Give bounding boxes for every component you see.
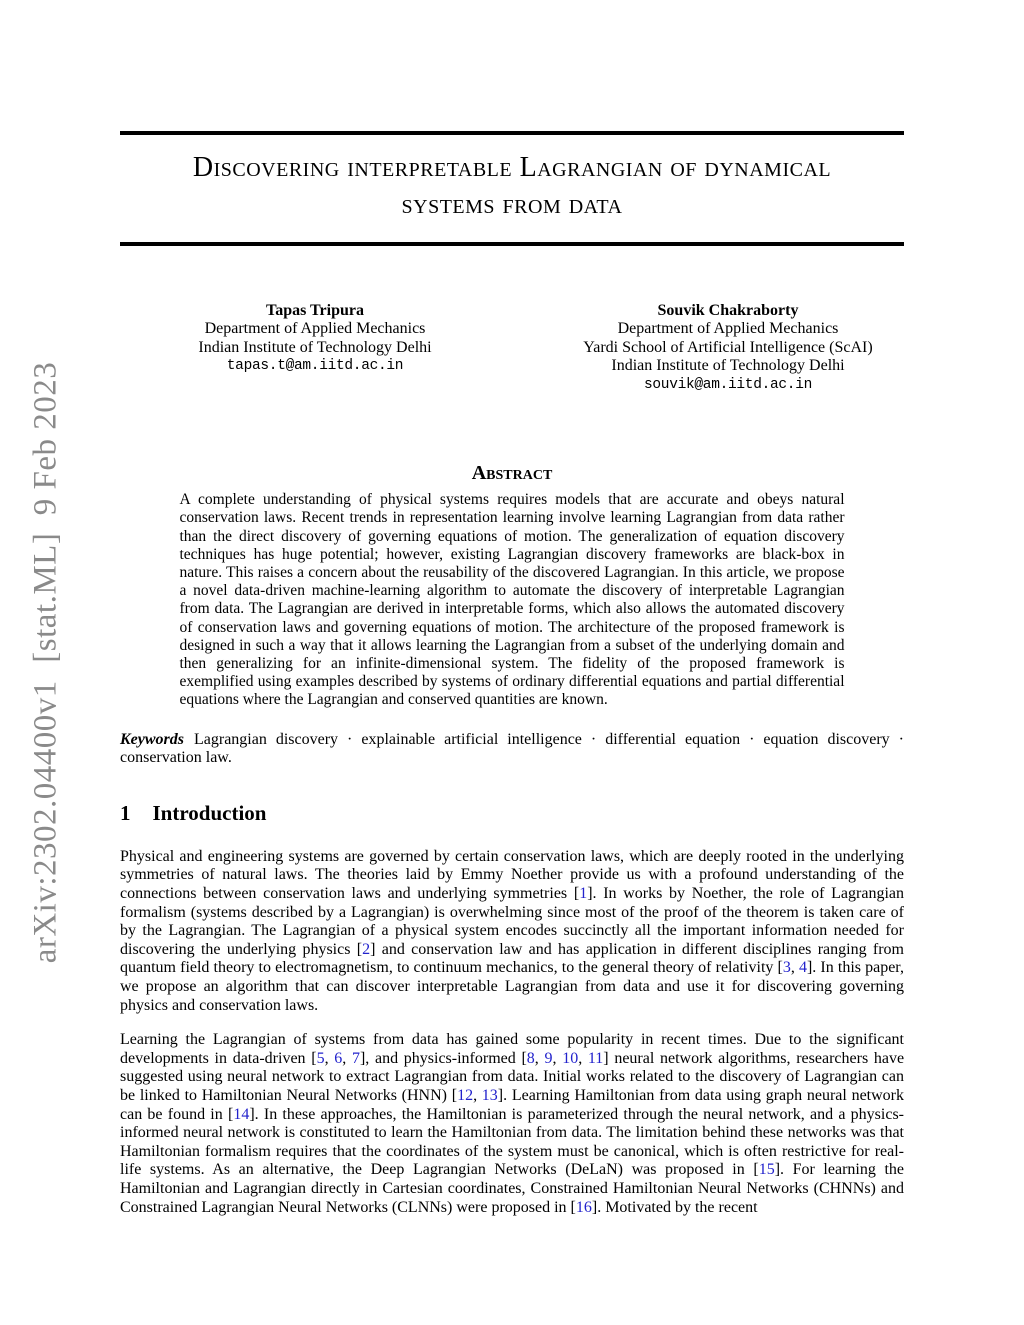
author-affiliation: Yardi School of Artificial Intelligence (ScAI) <box>583 338 873 356</box>
citation-link[interactable]: 6 <box>334 1049 343 1067</box>
keywords-line <box>120 731 904 768</box>
paragraph-text: , <box>578 1049 588 1067</box>
paragraph-text: ]. In this paper, we propose an algorithm that can discover interpretable Lagrangian from data and use it for discovering governing physics and conservation laws. <box>120 959 904 1014</box>
title-rule-top <box>120 131 904 135</box>
author-affiliation: Indian Institute of Technology Delhi <box>198 338 432 356</box>
paragraph-text: ]. In these approaches, the Hamiltonian is parameterized through the neural network, and a physics-informed neural network is constituted to learn the Hamiltonian from data. The limitation behind these networks was that Hamiltonian formalism requires that the coordinates of the system must be canonical, which is often restrictive for real-life systems. As an alternative, the Deep Lagrangian Networks (DeLaN) was proposed in [ <box>120 1105 905 1179</box>
paragraph-text: ] neural network algorithms, researchers have suggested using neural network to extract Lagrangian from data. Initial works related to the discovery of Lagrangian can be linked to Hamiltonian Neural Networks (HNN) [ <box>120 1049 905 1104</box>
abstract-heading: Abstract <box>471 462 553 485</box>
author-name: Tapas Tripura <box>266 301 364 319</box>
keywords-text: Lagrangian discovery · explainable artificial intelligence · differential equation · equation discovery · conservation law. <box>120 730 904 767</box>
paragraph-text: , <box>324 1049 335 1067</box>
paragraph-text: , <box>790 959 799 977</box>
paragraph-text: , <box>473 1087 482 1104</box>
abstract-text: A complete understanding of physical systems requires models that are accurate and obeys natural conservation laws. Recent trends in representation learning involve learning Lagrangian from data rather than the direct discovery of governing equations of motion. The generalization of equation discovery techniques has huge potential; however, existing Lagrangian discovery frameworks are black-box in nature. This raises a concern about the reusability of the discovered Lagrangian. In this article, we propose a novel data-driven machine-learning algorithm to automate the discovery of interpretable Lagrangian from data. The Lagrangian are derived in interpretable forms, which also allows the automated discovery of conservation laws and governing equations of motion. The architecture of the proposed framework is designed in such a way that it allows learning the Lagrangian from a subset of the underlying domain and then generalizing for an infinite-dimensional system. The fidelity of the proposed framework is exemplified using examples described by systems of ordinary differential equations and partial differential equations where the Lagrangian and conserved quantities are known. <box>179 491 845 709</box>
section-title: Introduction <box>152 800 267 825</box>
citation-link[interactable]: 11 <box>587 1049 604 1067</box>
paper-title: Discovering interpretable Lagrangian of dynamical systems from data <box>192 152 832 220</box>
author-block-souvik-chakraborty <box>552 302 904 395</box>
citation-link[interactable]: 3 <box>782 959 791 977</box>
paragraph-text: , <box>552 1049 563 1067</box>
author-affiliation: Department of Applied Mechanics <box>617 320 839 338</box>
citation-link[interactable]: 12 <box>457 1087 474 1104</box>
paragraph-text: Learning the Lagrangian of systems from data has gained some popularity in recent times. Due to the significant developments in data-driven [ <box>120 1031 904 1067</box>
citation-link[interactable]: 2 <box>362 940 371 958</box>
paragraph-text: ]. Motivated by the recent <box>591 1198 758 1216</box>
author-affiliation: Department of Applied Mechanics <box>204 320 426 338</box>
citation-link[interactable]: 9 <box>544 1049 553 1067</box>
author-name: Souvik Chakraborty <box>657 301 799 319</box>
author-affiliation: Indian Institute of Technology Delhi <box>611 357 845 375</box>
author-email: tapas.t@am.iitd.ac.in <box>226 358 404 375</box>
paragraph-text: ] and conservation law and has application in different disciplines ranging from quantum field theory to electromagnetism, to continuum mechanics, to the general theory of relativity [ <box>120 940 905 977</box>
intro-paragraph-2 <box>120 1031 904 1217</box>
paragraph-text: Physical and engineering systems are governed by certain conservation laws, which are deeply rooted in the underlying symmetries of natural laws. The theories laid by Emmy Noether provide us with a profound understanding of the connections between conservation laws and underlying symmetries [ <box>120 847 904 903</box>
paragraph-text: ]. In works by Noether, the role of Lagrangian formalism (systems described by a Lagrangian) is overwhelming since most of the proof of the theorem is taken care of by the Lagrangian. The Lagrangian of a physical system encodes succinctly all the important information needed for discovering the underlying physics [ <box>120 885 904 958</box>
section-heading-introduction <box>120 801 904 825</box>
paragraph-text: , <box>342 1049 352 1067</box>
arxiv-stamp-rail <box>10 0 82 1325</box>
paragraph-text: ]. Learning Hamiltonian from data using graph neural network can be found in [ <box>120 1087 904 1123</box>
citation-link[interactable]: 10 <box>562 1049 579 1067</box>
citation-link[interactable]: 16 <box>575 1198 592 1216</box>
arxiv-stamp-link[interactable]: arXiv:2302.04400v1 [stat.ML] 9 Feb 2023 <box>27 361 64 964</box>
author-email: souvik@am.iitd.ac.in <box>643 376 813 393</box>
citation-link[interactable]: 15 <box>758 1161 775 1179</box>
intro-paragraph-1 <box>120 848 904 1015</box>
paragraph-text: ], and physics-informed [ <box>359 1049 527 1067</box>
citation-link[interactable]: 4 <box>798 959 807 977</box>
keywords-label: Keywords <box>120 730 184 748</box>
authors-row <box>120 302 904 395</box>
citation-link[interactable]: 7 <box>351 1049 360 1067</box>
author-block-tapas-tripura <box>120 302 510 395</box>
citation-link[interactable]: 13 <box>481 1087 498 1104</box>
citation-link[interactable]: 5 <box>316 1049 325 1067</box>
paragraph-text: , <box>534 1049 545 1067</box>
citation-link[interactable]: 14 <box>233 1105 250 1123</box>
title-rule-bottom <box>120 242 904 246</box>
section-number: 1 <box>120 800 131 825</box>
paragraph-text: ]. For learning the Hamiltonian and Lagrangian directly in Cartesian coordinates, Constrained Hamiltonian Neural Networks (CHNNs) and Constrained Lagrangian Neural Networks (CLNNs) were proposed in [ <box>120 1161 904 1216</box>
citation-link[interactable]: 1 <box>579 885 588 903</box>
citation-link[interactable]: 8 <box>526 1049 535 1067</box>
paper-content <box>120 0 904 1233</box>
